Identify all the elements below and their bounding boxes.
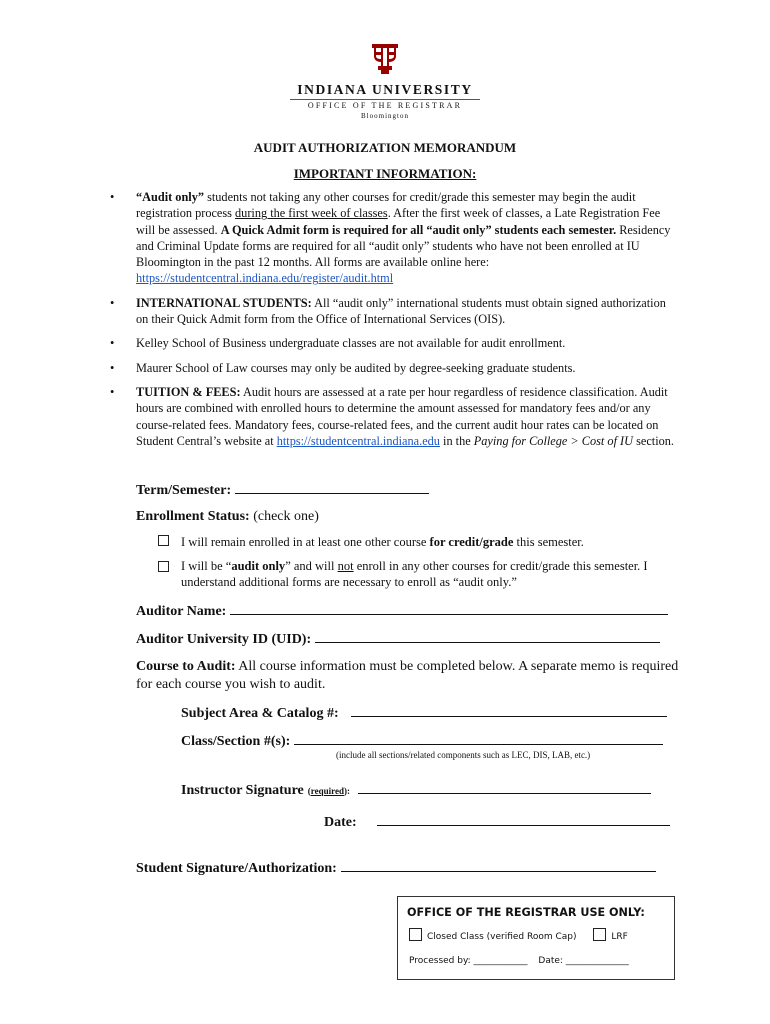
student-signature-row: [136, 859, 656, 877]
list-item: • “Audit only” students not taking any other courses for credit/grade this semester may begin the audit registration process during the first week of classes. After the first week of classes, a Late Registration Fee will be assessed. A Quick Admit form is required for all “audit only” students each semester. Residency and Criminal Update forms are required for all “audit only” students who have not been enrolled at IU Bloomington in the past 12 months. All forms are available online here: https://studentcentral.indiana.edu/register/audit.html: [110, 190, 671, 286]
campus-name: Bloomington: [361, 112, 409, 120]
office-use-title: OFFICE OF THE REGISTRAR USE ONLY:: [407, 906, 645, 919]
credit-checkbox[interactable]: [158, 535, 169, 546]
auditor-name-label: Auditor Name:: [136, 604, 227, 619]
bullet-text: Residency and Criminal Update forms are required for all “audit only” students who have not been enrolled at IU Bloomington in the past 12 months. All forms are available online here:: [136, 222, 671, 270]
auditor-name-row: [136, 602, 668, 620]
auditor-uid-field[interactable]: [315, 630, 660, 643]
instructor-label: Instructor Signature: [181, 783, 304, 798]
enrollment-hint: (check one): [249, 509, 319, 524]
instructor-row: [181, 781, 651, 799]
option-text: enroll in any other courses for credit/grade this semester. I understand additional forms are necessary to enroll as “audit only.”: [181, 559, 648, 589]
option-underline: not: [337, 559, 354, 573]
student-signature-field[interactable]: [341, 859, 656, 872]
bullet-text: Audit hours are assessed at a rate per hour regardless of residence classification. Audit hours are combined with enrolled hours to determine the amount assessed for mandatory fees and/or any course-related fees. Mandatory fees, course-related fees, and the current audit hour rates can be located on Student Central’s website at: [136, 384, 668, 448]
important-info-heading: IMPORTANT INFORMATION:: [293, 166, 477, 181]
office-name: OFFICE OF THE REGISTRAR: [307, 101, 463, 110]
enrollment-option-audit: [158, 558, 658, 590]
subject-row: [181, 704, 667, 722]
enrollment-label: Enrollment Status:: [136, 509, 250, 524]
bullet-lead: INTERNATIONAL STUDENTS:: [136, 295, 312, 310]
bullet-lead: TUITION & FEES:: [136, 384, 241, 399]
logo: [0, 44, 770, 79]
option-text: ” and will: [285, 559, 338, 573]
processed-by-field[interactable]: Processed by: ____________: [409, 956, 528, 966]
lrf-label: LRF: [611, 932, 628, 942]
university-name: INDIANA UNIVERSITY: [297, 82, 473, 97]
course-to-audit: [136, 658, 681, 694]
lrf-checkbox[interactable]: [593, 928, 606, 941]
student-central-link[interactable]: https://studentcentral.indiana.edu: [276, 433, 440, 448]
office-processed-row: [409, 956, 629, 966]
class-field[interactable]: [294, 732, 663, 745]
bullet-lead: “Audit only”: [136, 190, 204, 204]
closed-class-checkbox[interactable]: [409, 928, 422, 941]
subject-label: Subject Area & Catalog #:: [181, 706, 339, 721]
list-item: • INTERNATIONAL STUDENTS: All “audit only” international students must obtain signed authorization on their Quick Admit form from the Office of International Services (OIS).: [110, 295, 666, 327]
course-text: All course information must be completed below. A separate memo is required for each course you wish to audit.: [136, 659, 679, 692]
option-text-block: [158, 558, 658, 590]
bullet-bold: A Quick Admit form is required for all “audit only” students each semester.: [220, 222, 617, 237]
closed-class-label: Closed Class (verified Room Cap): [427, 932, 577, 942]
option-text: I will be “: [181, 559, 232, 573]
date-row: [324, 813, 670, 831]
audit-forms-link[interactable]: https://studentcentral.indiana.edu/register/audit.html: [136, 271, 394, 286]
list-item: • TUITION & FEES: Audit hours are assessed at a rate per hour regardless of residence classification. Audit hours are combined with enrolled hours to determine the amount assessed for mandatory fees and/or any course-related fees. Mandatory fees, course-related fees, and the current audit hour rates can be located on Student Central’s website at https://studentcentral.indiana.edu in the Paying for College > Cost of IU section.: [110, 384, 675, 448]
instructor-date-field[interactable]: [377, 813, 670, 826]
bullet-text: students not taking any other courses for credit/grade this semester may begin the audit registration process: [136, 190, 636, 221]
class-label: Class/Section #(s):: [181, 734, 291, 749]
office-use-box: [397, 896, 675, 980]
bullet-underline: during the first week of classes: [235, 206, 388, 221]
iu-trident-icon: [370, 44, 400, 74]
option-bold: audit only: [231, 559, 286, 573]
bullet-text: . After the first week of classes, a Late Registration Fee will be assessed.: [136, 206, 661, 237]
enrollment-option-credit: [158, 534, 668, 550]
office-date-field[interactable]: Date: ______________: [538, 956, 629, 966]
date-label: Date:: [324, 815, 357, 830]
bullet-text: All “audit only” international students must obtain signed authorization on their Quick Admit form from the Office of International Services (OIS).: [136, 295, 666, 327]
student-signature-label: Student Signature/Authorization:: [136, 861, 337, 876]
info-list: [110, 189, 675, 457]
audit-only-checkbox[interactable]: [158, 561, 169, 572]
bullet-text: section.: [633, 433, 675, 448]
list-item: • Maurer School of Law courses may only be audited by degree-seeking graduate students.: [110, 360, 576, 375]
office-checkbox-row: [409, 928, 628, 942]
page-title: AUDIT AUTHORIZATION MEMORANDUM: [253, 140, 517, 155]
auditor-uid-row: [136, 630, 660, 648]
term-field[interactable]: [235, 481, 429, 494]
instructor-signature-field[interactable]: [358, 781, 651, 794]
option-bold: for credit/grade: [429, 535, 514, 549]
bullet-text: Maurer School of Law courses may only be audited by degree-seeking graduate students.: [136, 360, 576, 375]
auditor-uid-label: Auditor University ID (UID):: [136, 632, 312, 647]
subject-field[interactable]: [351, 704, 667, 717]
enrollment-row: [136, 509, 319, 525]
required-text: required: [310, 786, 344, 796]
auditor-name-field[interactable]: [230, 602, 668, 615]
term-label: Term/Semester:: [136, 483, 232, 498]
option-text: I will remain enrolled in at least one other course: [181, 535, 430, 549]
class-row: [181, 732, 663, 750]
course-label: Course to Audit:: [136, 659, 236, 674]
bullet-text: Kelley School of Business undergraduate classes are not available for audit enrollment.: [136, 336, 566, 351]
header-divider: [290, 99, 480, 100]
bullet-text: in the: [439, 433, 474, 448]
required-note: (required):: [307, 786, 350, 796]
list-item: • Kelley School of Business undergraduate classes are not available for audit enrollment.: [110, 336, 566, 351]
bullet-italic: Paying for College > Cost of IU: [473, 433, 634, 448]
term-row: [136, 481, 429, 499]
class-note: (include all sections/related components such as LEC, DIS, LAB, etc.): [336, 750, 591, 760]
option-text: this semester.: [513, 535, 584, 549]
